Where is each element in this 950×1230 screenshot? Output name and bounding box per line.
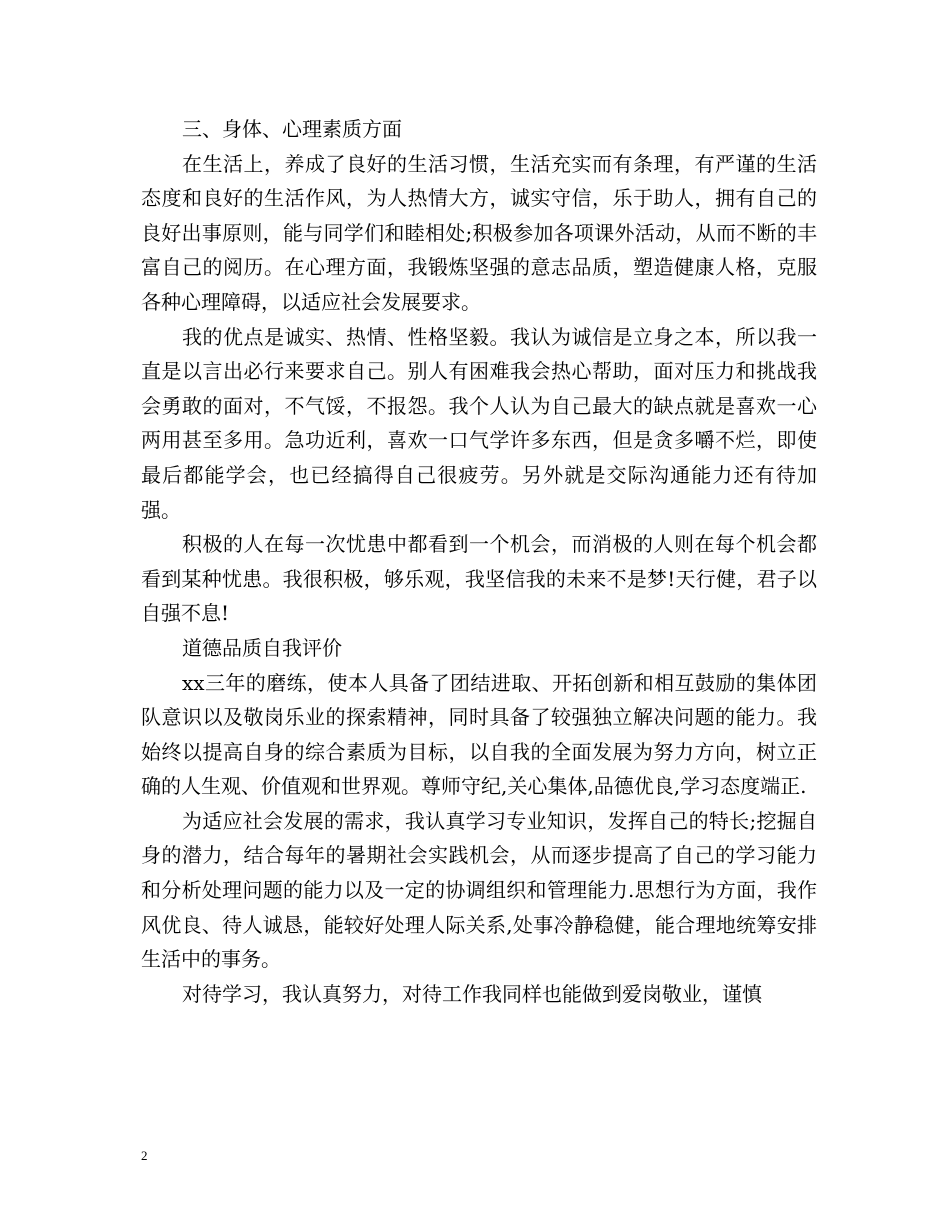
section-heading-physical-mental: 三、身体、心理素质方面 (182, 117, 402, 141)
section-heading-moral-evaluation: 道德品质自我评价 (182, 635, 342, 660)
paragraph-strengths-weaknesses: 我的优点是诚实、热情、性格坚毅。我认为诚信是立身之本，所以我一直是以言出必行来要求自己。别人有困难我会热心帮助，面对压力和挑战我会勇敢的面对，不气馁，不报怨。我个人认为自己最大的缺点就是喜欢一心两用甚至多用。急功近利，喜欢一口气学许多东西，但是贪多嚼不烂，即使最后都能学会，也已经搞得自己很疲劳。另外就是交际沟通能力还有待加强。 (141, 324, 817, 522)
paragraph-life-habits: 在生活上，养成了良好的生活习惯，生活充实而有条理，有严谨的生活态度和良好的生活作风，为人热情大方，诚实守信，乐于助人，拥有自己的良好出事原则，能与同学们和睦相处;积极参加各项课外活动，从而不断的丰富自己的阅历。在心理方面，我锻炼坚强的意志品质，塑造健康人格，克服各种心理障碍，以适应社会发展要求。 (141, 151, 817, 314)
page-number: 2 (141, 1148, 148, 1163)
paragraph-study-work: 对待学习，我认真努力，对待工作我同样也能做到爱岗敬业，谨慎 (182, 981, 762, 1006)
paragraph-social-adaptation: 为适应社会发展的需求，我认真学习专业知识，发挥自己的特长;挖掘自身的潜力，结合每年的暑期社会实践机会，从而逐步提高了自己的学习能力和分析处理问题的能力以及一定的协调组织和管理能力.思想行为方面，我作风优良、待人诚恳，能较好处理人际关系,处事冷静稳健，能合理地统筹安排生活中的事务。 (141, 808, 817, 972)
paragraph-optimism: 积极的人在每一次忧患中都看到一个机会，而消极的人则在每个机会都看到某种忧患。我很积极，够乐观，我坚信我的未来不是梦!天行健，君子以自强不息! (141, 532, 817, 626)
document-body (141, 112, 817, 1011)
paragraph-three-years: xx三年的磨练，使本人具备了团结进取、开拓创新和相互鼓励的集体团队意识以及敬岗乐业的探索精神，同时具备了较强独立解决问题的能力。我始终以提高自身的综合素质为目标，以自我的全面发展为努力方向，树立正确的人生观、价值观和世界观。尊师守纪,关心集体,品德优良,学习态度端正. (141, 670, 817, 799)
